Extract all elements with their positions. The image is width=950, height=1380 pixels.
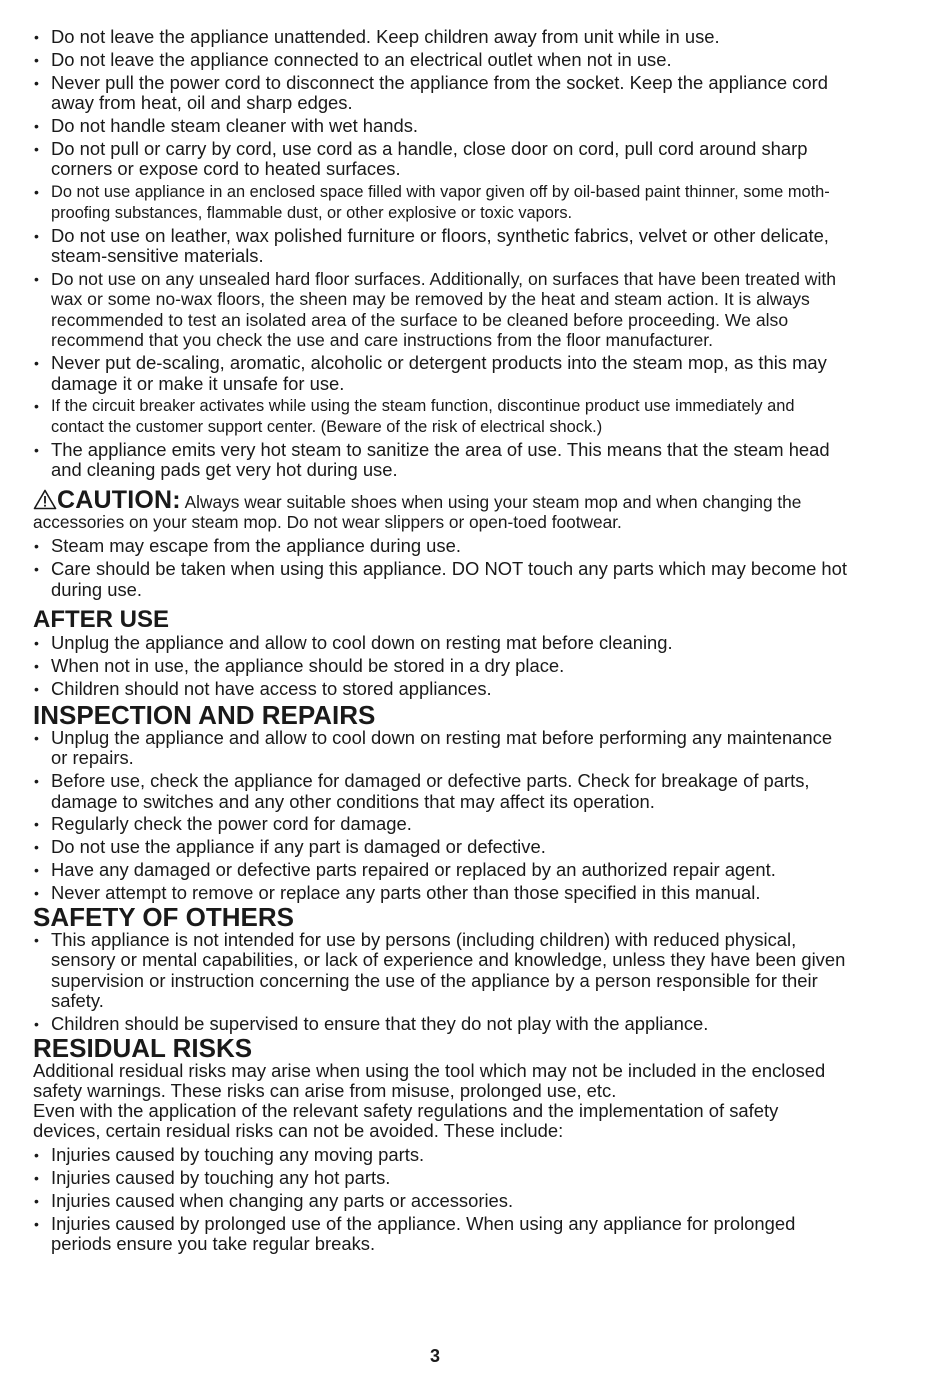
list-item: • This appliance is not intended for use by persons (including children) with reduced physical, sensory or mental capabilities, or lack of experience and knowledge, unless they have been given supervision or instruction concerning the use of the appliance by a person responsible for their safety. [33, 930, 848, 1012]
after-use-heading: AFTER USE [33, 606, 170, 634]
safety-of-others-list [33, 930, 848, 1035]
list-item: • If the circuit breaker activates while using the steam function, discontinue product use immediately and contact the customer support center. (Beware of the risk of electrical shock.) [33, 396, 848, 437]
list-item: • Care should be taken when using this appliance. DO NOT touch any parts which may become hot during use. [33, 559, 848, 600]
safety-of-others-heading: SAFETY OF OTHERS [33, 902, 294, 933]
list-item: • Injuries caused by touching any hot parts. [33, 1168, 848, 1188]
list-item: • Do not handle steam cleaner with wet hands. [33, 116, 848, 136]
list-item: • Do not leave the appliance connected to an electrical outlet when not in use. [33, 50, 848, 70]
page-number: 3 [429, 1346, 440, 1366]
list-item: • Have any damaged or defective parts repaired or replaced by an authorized repair agent. [33, 860, 848, 880]
caution-list [33, 536, 848, 600]
list-item: • Injuries caused by touching any moving parts. [33, 1145, 848, 1165]
general-warnings-list [33, 27, 848, 481]
list-item: • Before use, check the appliance for damaged or defective parts. Check for breakage of parts, damage to switches and any other conditions that may affect its operation. [33, 771, 848, 812]
list-item: • Do not use appliance in an enclosed space filled with vapor given off by oil-based paint thinner, some moth-proofing substances, flammable dust, or other explosive or toxic vapors. [33, 182, 848, 223]
list-item: • Never put de-scaling, aromatic, alcoholic or detergent products into the steam mop, as this may damage it or make it unsafe for use. [33, 353, 848, 394]
residual-risks-list [33, 1145, 848, 1255]
list-item: • Do not use on leather, wax polished furniture or floors, synthetic fabrics, velvet or other delicate, steam-sensitive materials. [33, 226, 848, 267]
list-item: • Unplug the appliance and allow to cool down on resting mat before performing any maintenance or repairs. [33, 728, 848, 769]
inspection-heading: INSPECTION AND REPAIRS [33, 699, 376, 730]
list-item: • Children should be supervised to ensure that they do not play with the appliance. [33, 1014, 848, 1034]
after-use-list [33, 633, 848, 699]
list-item: • Do not use on any unsealed hard floor surfaces. Additionally, on surfaces that have been treated with wax or some no-wax floors, the sheen may be removed by the heat and steam action. It is always recommended to test an isolated area of the surface to be cleaned before proceeding. We also recommend that you check the use and care instructions from the floor manufacturer. [33, 269, 848, 351]
residual-risks-paragraph: Additional residual risks may arise when using the tool which may not be included in the enclosed safety warnings. These risks can arise from misuse, prolonged use, etc. [33, 1060, 826, 1102]
residual-risks-heading: RESIDUAL RISKS [33, 1033, 253, 1064]
list-item: • Never attempt to remove or replace any parts other than those specified in this manual. [33, 883, 848, 903]
inspection-list [33, 728, 848, 904]
caution-label: CAUTION: [57, 485, 181, 514]
residual-risks-paragraph: Even with the application of the relevant safety regulations and the implementation of safety devices, certain residual risks can not be avoided. These include: [33, 1100, 779, 1142]
list-item: • When not in use, the appliance should be stored in a dry place. [33, 656, 848, 676]
list-item: • Do not pull or carry by cord, use cord as a handle, close door on cord, pull cord around sharp corners or expose cord to heated surfaces. [33, 139, 848, 180]
warning-triangle-icon [33, 489, 57, 510]
caution-notice [33, 485, 848, 533]
list-item: • Regularly check the power cord for damage. [33, 814, 848, 834]
list-item: • Injuries caused by prolonged use of the appliance. When using any appliance for prolonged periods ensure you take regular breaks. [33, 1214, 848, 1255]
list-item: • Never pull the power cord to disconnect the appliance from the socket. Keep the appliance cord away from heat, oil and sharp edges. [33, 73, 848, 114]
manual-page [33, 27, 848, 1257]
list-item: • Steam may escape from the appliance during use. [33, 536, 848, 556]
list-item: • Do not leave the appliance unattended. Keep children away from unit while in use. [33, 27, 848, 47]
caution-text: Always wear suitable shoes when using your steam mop and when changing the accessories on your steam mop. Do not wear slippers or open-toed footwear. [33, 491, 802, 532]
list-item: • Do not use the appliance if any part is damaged or defective. [33, 837, 848, 857]
list-item: • The appliance emits very hot steam to sanitize the area of use. This means that the steam head and cleaning pads get very hot during use. [33, 440, 848, 481]
list-item: • Children should not have access to stored appliances. [33, 679, 848, 699]
list-item: • Unplug the appliance and allow to cool down on resting mat before cleaning. [33, 633, 848, 653]
list-item: • Injuries caused when changing any parts or accessories. [33, 1191, 848, 1211]
